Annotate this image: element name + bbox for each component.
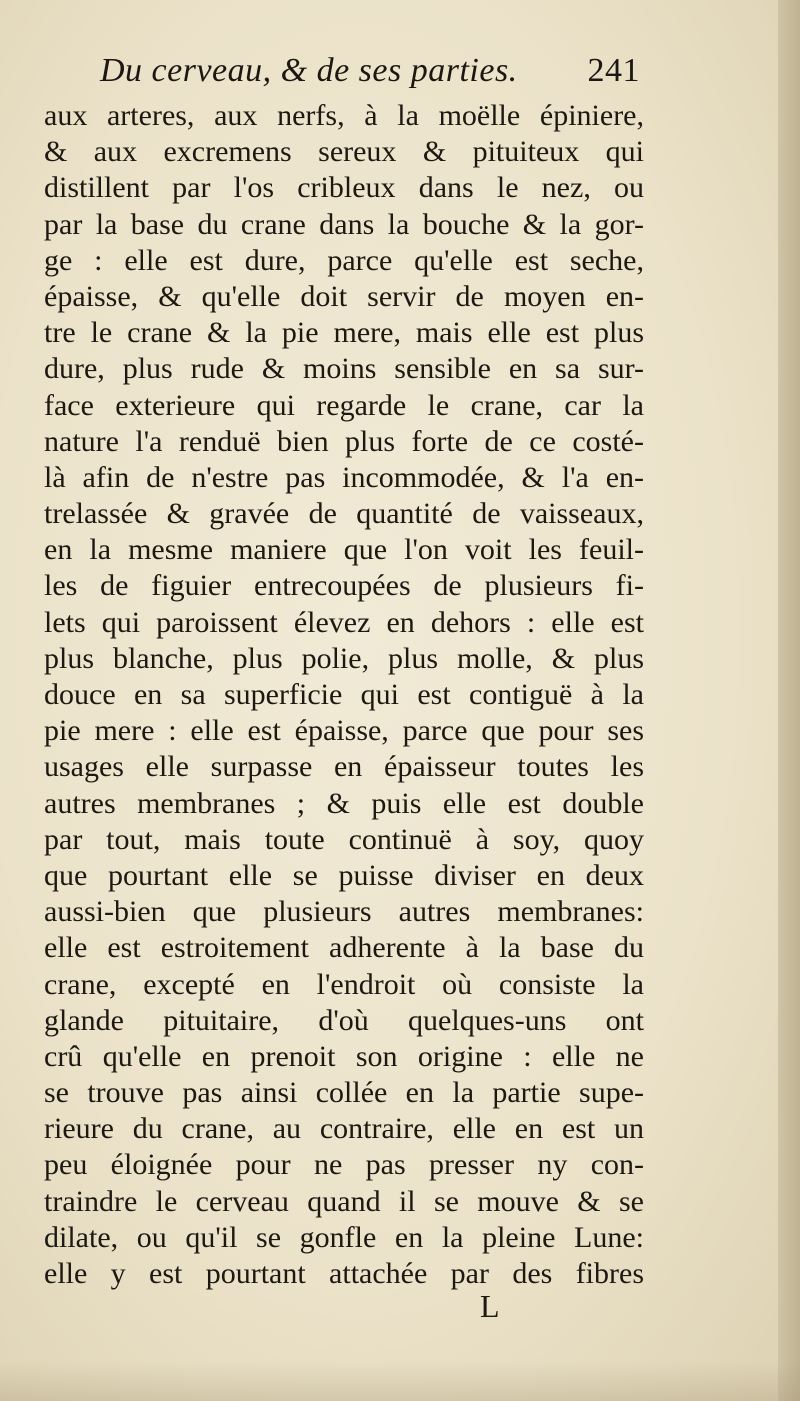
text-line: se trouve pas ainsi collée en la partie supe- [44,1076,644,1110]
text-line: plus blanche, plus polie, plus molle, & plus [44,641,644,675]
text-line: traindre le cerveau quand il se mouve & se [44,1184,644,1218]
text-line: par la base du crane dans la bouche & la gor- [44,207,644,241]
text-line: & aux excremens sereux & pituiteux qui [44,135,644,169]
text-line: pie mere : elle est épaisse, parce que pour ses [44,714,644,748]
signature-mark: L [480,1288,500,1324]
text-line: face exterieure qui regarde le crane, car la [44,388,644,422]
running-head-title: Du cerveau, & de ses parties. [100,52,518,89]
text-line: autres membranes ; & puis elle est double [44,786,644,820]
text-line: là afin de n'estre pas incommodée, & l'a en- [44,460,644,494]
page-edge [778,0,800,1401]
text-line: aussi-bien que plusieurs autres membranes: [44,895,644,929]
text-line: que pourtant elle se puisse diviser en deux [44,858,644,892]
text-line: glande pituitaire, d'où quelques-uns ont [44,1003,644,1037]
text-line: tre le crane & la pie mere, mais elle est plus [44,316,644,350]
text-line: aux arteres, aux nerfs, à la moëlle épiniere, [44,99,644,132]
text-line: ge : elle est dure, parce qu'elle est seche, [44,243,644,277]
text-line: rieure du crane, au contraire, elle en est un [44,1112,644,1146]
text-line: crane, excepté en l'endroit où consiste la [44,967,644,1001]
text-line: elle y est pourtant attachée par des fibres [44,1257,644,1290]
text-line: trelassée & gravée de quantité de vaisseaux, [44,497,644,531]
text-line: par tout, mais toute continuë à soy, quoy [44,822,644,856]
text-line: douce en sa superficie qui est contiguë à la [44,678,644,711]
body-text [44,98,644,1292]
text-line: usages elle surpasse en épaisseur toutes les [44,750,644,784]
running-head [100,52,640,98]
text-line: en la mesme maniere que l'on voit les feuil- [44,533,644,567]
text-line: dure, plus rude & moins sensible en sa sur- [44,352,644,386]
text-line: crû qu'elle en prenoit son origine : elle ne [44,1039,644,1073]
page-number: 241 [587,52,640,89]
text-line: les de figuier entrecoupées de plusieurs fi- [44,569,644,603]
text-line: elle est estroitement adherente à la base du [44,931,644,965]
text-line: peu éloignée pour ne pas presser ny con- [44,1148,644,1182]
text-line: nature l'a renduë bien plus forte de ce costé- [44,424,644,458]
page-bottom-shadow [0,1361,800,1401]
text-line: distillent par l'os cribleux dans le nez, ou [44,171,644,205]
text-line: épaisse, & qu'elle doit servir de moyen en- [44,279,644,313]
text-line: dilate, ou qu'il se gonfle en la pleine Lune: [44,1220,644,1254]
text-line: lets qui paroissent élevez en dehors : elle est [44,605,644,639]
